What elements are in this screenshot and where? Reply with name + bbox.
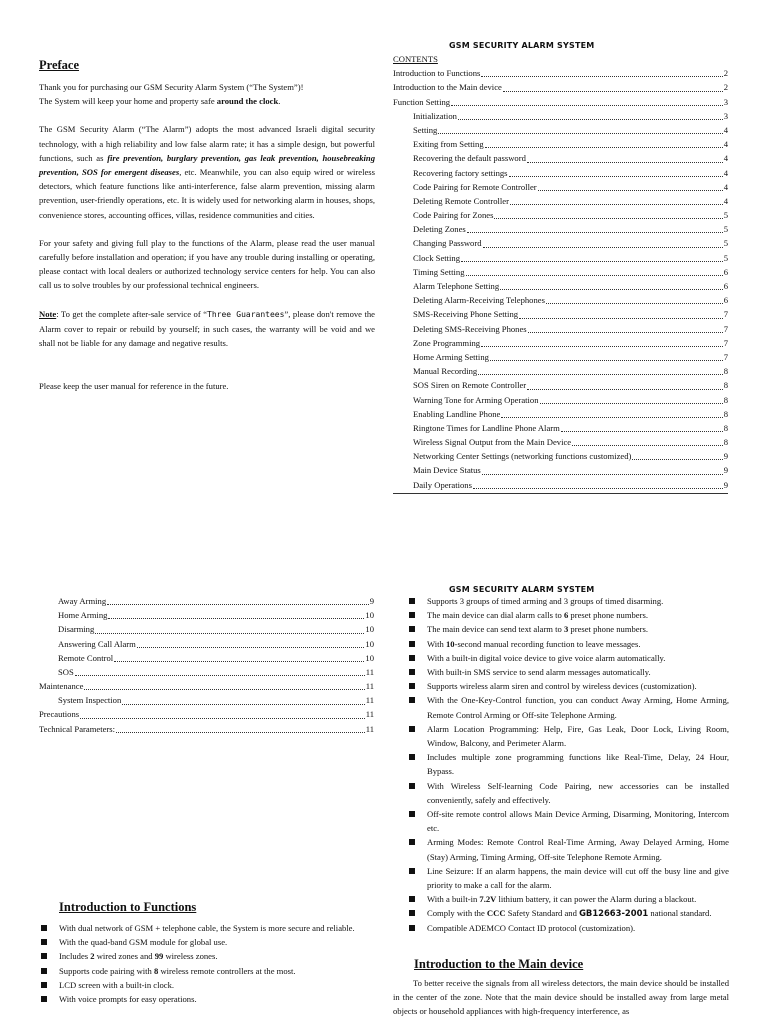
toc-dot-leader: [473, 488, 723, 489]
bullet-item: [39, 935, 375, 949]
bullet-item: [39, 949, 375, 963]
bullet-item: [407, 722, 729, 750]
toc-entry-label: Main Device Status: [413, 465, 481, 476]
toc-entry-page: 2: [723, 82, 728, 93]
toc-entry-label: Wireless Signal Output from the Main Device: [413, 437, 572, 448]
intro-functions-title: Introduction to Functions: [59, 900, 197, 914]
toc-dot-leader: [485, 147, 723, 148]
toc-entry-label: Code Pairing for Remote Controller: [413, 181, 537, 192]
note-text-b: ”, please don't remove the Alarm cover to repair or rebuild by yourself; in such cases, the warranty will be void and we shall not be liable for any damage and negative results.: [39, 308, 375, 349]
preface-paragraph-2: [39, 122, 375, 221]
bullet-item: [407, 892, 729, 906]
toc-dot-leader: [478, 374, 723, 375]
bullet-square-icon: [409, 925, 415, 931]
toc-entry: [393, 180, 728, 194]
toc-entry-page: 11: [365, 681, 374, 692]
preface-paragraph-3: For your safety and giving full play to the functions of the Alarm, please read the user manual carefully before installation and operation; if you have any trouble during installing or operating, please contact with local dealers or authorized technology service centers for help. You can also call us to solve troubles by our professional technical engineers.: [39, 237, 375, 291]
toc-entry-label: Daily Operations: [413, 479, 472, 490]
preface-p2-start: The GSM Security Alarm (“The Alarm”) adopts the most advanced Israeli digital security technology, with a high reliability and low false alarm rate; it has a simple design, but powerful functions, such as: [39, 124, 375, 163]
toc-entry-page: 7: [723, 337, 728, 348]
bullet-square-icon: [41, 939, 47, 945]
bullet-text: With Wireless Self-learning Code Pairing, new accessories can be installed conveniently, safely and effectively.: [427, 780, 729, 805]
toc-entry-label: SOS Siren on Remote Controller: [413, 380, 527, 391]
toc-dot-leader: [483, 247, 723, 248]
toc-entry-page: 9: [723, 479, 728, 490]
preface-paragraph-1: [39, 80, 375, 108]
toc-dot-leader: [95, 633, 364, 634]
toc-entry-label: Initialization: [413, 110, 457, 121]
toc-entry-label: Setting: [413, 124, 438, 135]
toc-entry: [393, 336, 728, 350]
bullet-item: [407, 622, 729, 636]
toc-entry-page: 8: [723, 366, 728, 377]
bullet-square-icon: [409, 896, 415, 902]
bullet-square-icon: [409, 697, 415, 703]
toc-entry: [393, 293, 728, 307]
preface-section: [39, 57, 375, 393]
toc-entry: [39, 651, 374, 665]
toc-entry-page: 7: [723, 323, 728, 334]
bullet-item: [407, 608, 729, 622]
toc-dot-leader: [527, 162, 723, 163]
toc-entry-page: 7: [723, 309, 728, 320]
bullet-text: Alarm Location Programming: Help, Fire, Gas Leak, Door Lock, Living Room, Window, Balcony, and Perimeter Alarm.: [427, 723, 729, 749]
toc-dot-leader: [561, 431, 723, 432]
toc-entry: [39, 679, 374, 693]
toc-entry: [393, 478, 728, 492]
bullet-item: [39, 921, 375, 935]
toc-entry-label: Introduction to the Main device: [393, 82, 502, 93]
toc-entry-label: Alarm Telephone Setting: [413, 281, 500, 291]
toc-entry-page: 11: [365, 666, 374, 677]
toc-entry: [393, 236, 728, 250]
bullet-text: With 10-second manual recording function to leave messages.: [427, 638, 641, 649]
intro-main-device-title: Introduction to the Main device: [414, 957, 584, 971]
bullet-square-icon: [409, 626, 415, 632]
bullet-text: Line Seizure: If an alarm happens, the main device will cut off the busy line and give priority to make a call for the alarm.: [427, 865, 729, 891]
bullet-text: The main device can send text alarm to 3 preset phone numbers.: [427, 624, 648, 635]
toc-dot-leader: [481, 346, 723, 347]
toc-entry-label: Code Pairing for Zones: [413, 210, 494, 221]
toc-dot-leader: [107, 604, 369, 605]
bullet-item: [407, 665, 729, 679]
toc-dot-leader: [540, 403, 723, 404]
toc-entry: [39, 708, 374, 722]
bullet-text: LCD screen with a built-in clock.: [59, 979, 175, 990]
bullet-text: Includes multiple zone programming functions like Real-Time, Delay, 24 Hour, Bypass.: [427, 752, 729, 777]
toc-entry-label: SOS: [58, 666, 74, 677]
bullet-square-icon: [41, 925, 47, 931]
bullet-square-icon: [41, 982, 47, 988]
bullet-square-icon: [409, 754, 415, 760]
bullet-square-icon: [409, 811, 415, 817]
toc-dot-leader: [75, 675, 365, 676]
intro-functions-section: [39, 899, 375, 1006]
toc-entry-page: 8: [723, 422, 728, 433]
note-label: Note: [39, 308, 57, 319]
bullet-square-icon: [409, 641, 415, 647]
note-three-guarantees: Three Guarantees: [207, 309, 285, 319]
preface-p1-bold: around the clock: [216, 96, 279, 107]
toc-entry-page: 8: [723, 408, 728, 419]
toc-entry-page: 10: [365, 638, 374, 649]
toc-dot-leader: [481, 76, 722, 77]
toc-entry: [39, 693, 374, 707]
toc-dot-leader: [80, 718, 365, 719]
toc-entry: [39, 608, 374, 622]
toc-entry: [393, 322, 728, 336]
preface-p1-line1: Thank you for purchasing our GSM Security Alarm System (“The System”)!: [39, 82, 304, 92]
toc-entry-label: Ringtone Times for Landline Phone Alarm: [413, 422, 560, 433]
toc-dot-leader: [490, 360, 723, 361]
bullet-square-icon: [41, 996, 47, 1002]
toc-dot-leader: [509, 176, 723, 177]
bullet-square-icon: [409, 669, 415, 675]
bullet-square-icon: [409, 612, 415, 618]
toc-dot-leader: [122, 704, 364, 705]
toc-entry-page: 4: [723, 124, 728, 135]
toc-dot-leader: [572, 445, 723, 446]
toc-entry: [393, 407, 728, 421]
toc-entry: [393, 222, 728, 236]
toc-entry-label: Recovering factory settings: [413, 167, 508, 178]
bullet-text: With dual network of GSM + telephone cable, the System is more secure and reliable.: [59, 923, 355, 933]
toc-entry: [39, 594, 374, 608]
bullet-item: [39, 978, 375, 992]
toc-entry-label: Remote Control: [58, 652, 114, 663]
toc-dot-leader: [451, 105, 723, 106]
toc-dot-leader: [632, 459, 722, 460]
bullet-text: Comply with the CCC Safety Standard and GB12663-2001 national standard.: [427, 908, 712, 919]
toc-entry: [39, 722, 374, 736]
toc-entry-label: Home Arming Setting: [413, 351, 489, 362]
toc-entry: [393, 265, 728, 279]
toc-entry-label: Enabling Landline Phone: [413, 408, 501, 419]
toc-dot-leader: [116, 732, 365, 733]
preface-p2-end: , etc. Meanwhile, you can also equip wired or wireless detectors, which feature functions like anti-interference, false alarm prevention, missing alarm prevention, user-friendly operations, etc. It is widely used for networking alarm in houses, shops, convenience stores, accounting offices, villas, residence communities and cities.: [39, 167, 375, 220]
toc-entry-label: Precautions: [39, 709, 80, 720]
toc-entry-page: 5: [723, 210, 728, 221]
toc-entry: [393, 137, 728, 151]
bullet-text: The main device can dial alarm calls to 6 preset phone numbers.: [427, 610, 648, 621]
toc-entry: [393, 208, 728, 222]
bullet-square-icon: [409, 910, 415, 916]
toc-dot-leader: [510, 204, 723, 205]
toc-entry-page: 6: [723, 281, 728, 291]
toc-entry: [393, 393, 728, 407]
bullet-text: Compatible ADEMCO Contact ID protocol (customization).: [427, 922, 636, 933]
toc-dot-leader: [527, 389, 723, 390]
toc-entry-label: Away Arming: [58, 595, 107, 606]
toc-entry-label: Zone Programming: [413, 337, 481, 348]
bullet-square-icon: [409, 683, 415, 689]
preface-title: Preface: [39, 58, 80, 72]
toc-dot-leader: [466, 275, 723, 276]
toc-entry: [393, 435, 728, 449]
bullet-square-icon: [409, 868, 415, 874]
toc-entry: [393, 378, 728, 392]
toc-bottom-rule: [393, 493, 728, 494]
bullet-item: [407, 679, 729, 693]
preface-p2-emphasis: fire prevention, burglary prevention, gas leak prevention, housebreaking prevention, SOS for emergent diseases: [39, 152, 375, 178]
toc-entry-page: 11: [365, 695, 374, 706]
toc-entry-page: 2: [723, 68, 728, 79]
toc-entry-page: 3: [723, 96, 728, 107]
bullet-text: Arming Modes: Remote Control Real-Time Arming, Away Delayed Arming, Home (Stay) Arming, Timing Arming, Off-site Telephone Remote Arming.: [427, 837, 729, 862]
toc-entry-label: Recovering the default password: [413, 153, 526, 164]
toc-entry-label: Function Setting: [393, 96, 451, 107]
bullet-text: With voice prompts for easy operations.: [59, 994, 197, 1005]
toc-entry: [393, 194, 728, 208]
preface-p1-line2: The System will keep your home and property safe: [39, 96, 217, 107]
bullet-square-icon: [41, 968, 47, 974]
toc-entry-label: Exiting from Setting: [413, 139, 484, 150]
toc-entry-label: Deleting Remote Controller: [413, 195, 509, 206]
bullet-text: Supports wireless alarm siren and control by wireless devices (customization).: [427, 681, 697, 692]
bullet-square-icon: [409, 839, 415, 845]
toc-dot-leader: [84, 689, 364, 690]
toc-entry-page: 10: [365, 652, 374, 663]
bullet-item: [39, 992, 375, 1006]
toc-dot-leader: [546, 303, 723, 304]
contents-title: CONTENTS: [393, 54, 438, 64]
toc-entry-page: 5: [723, 224, 728, 235]
toc-entry-page: 5: [723, 238, 728, 249]
toc-entry-page: 4: [723, 153, 728, 164]
toc-entry-label: Deleting Alarm-Receiving Telephones: [413, 295, 545, 306]
intro-main-device-text: To better receive the signals from all wireless detectors, the main device should be installed in the center of the zone. Note that the main device should be installed away from large metal objects or household appliances with high-frequency interference, as: [393, 978, 729, 1017]
toc-entry-page: 8: [723, 394, 728, 405]
toc-entry-label: System Inspection: [58, 695, 122, 706]
toc-entry: [393, 80, 728, 94]
toc-entry-page: 10: [365, 624, 374, 635]
toc-dot-leader: [482, 474, 723, 475]
contents-continued-section: [39, 594, 374, 736]
bullet-item: [407, 594, 729, 608]
bullet-text: Off-site remote control allows Main Device Arming, Disarming, Monitoring, Intercom etc.: [427, 809, 729, 834]
toc-entry-label: Home Arming: [58, 610, 108, 621]
toc-entry: [393, 279, 728, 293]
note-text-a: : To get the complete after-sale service of “: [56, 308, 208, 319]
toc-entry-label: Clock Setting: [413, 252, 461, 263]
preface-note: [39, 307, 375, 351]
bullet-square-icon: [409, 726, 415, 732]
toc-entry-label: Manual Recording: [413, 366, 478, 377]
toc-entry-label: Maintenance: [39, 681, 84, 692]
toc-dot-leader: [438, 133, 722, 134]
bullet-item: [407, 651, 729, 665]
toc-dot-leader: [114, 661, 364, 662]
toc-entry: [393, 123, 728, 137]
toc-dot-leader: [494, 218, 722, 219]
bullet-item: [407, 906, 729, 920]
toc-entry: [393, 350, 728, 364]
toc-entry-page: 9: [723, 465, 728, 476]
toc-entry: [393, 66, 728, 80]
toc-dot-leader: [500, 289, 723, 290]
toc-dot-leader: [528, 332, 723, 333]
toc-entry-page: 5: [723, 252, 728, 263]
toc-entry: [393, 151, 728, 165]
bullet-item: [407, 750, 729, 778]
toc-dot-leader: [538, 190, 723, 191]
toc-dot-leader: [501, 417, 722, 418]
toc-entry: [393, 421, 728, 435]
toc-entry: [393, 251, 728, 265]
preface-p1-end: .: [278, 96, 281, 107]
toc-entry: [393, 166, 728, 180]
toc-entry: [393, 109, 728, 123]
toc-entry-label: Technical Parameters:: [39, 723, 115, 734]
bullet-text: Supports 3 groups of timed arming and 3 groups of timed disarming.: [427, 596, 664, 606]
bullet-item: [407, 637, 729, 651]
bullet-square-icon: [409, 598, 415, 604]
toc-entry: [393, 463, 728, 477]
bullet-text: Includes 2 wired zones and 99 wireless zones.: [59, 951, 218, 962]
toc-entry-page: 8: [723, 380, 728, 391]
toc-entry-page: 4: [723, 181, 728, 192]
toc-dot-leader: [461, 261, 723, 262]
toc-entry-label: Deleting Zones: [413, 224, 466, 235]
intro-functions-list: [39, 921, 375, 1006]
toc-entry-label: Disarming: [58, 624, 95, 635]
features-section: [407, 594, 729, 935]
features-list: [407, 594, 729, 935]
toc-dot-leader: [108, 618, 364, 619]
toc-dot-leader: [503, 91, 723, 92]
bullet-item: [407, 835, 729, 863]
bullet-item: [407, 807, 729, 835]
toc-entry-page: 7: [723, 351, 728, 362]
toc-entry-page: 11: [365, 709, 374, 720]
bullet-item: [407, 864, 729, 892]
toc-entry-label: Deleting SMS-Receiving Phones: [413, 323, 527, 334]
bullet-square-icon: [409, 783, 415, 789]
bullet-item: [407, 921, 729, 935]
toc-entry-page: 8: [723, 437, 728, 448]
bullet-item: [39, 964, 375, 978]
toc-entry-label: Timing Setting: [413, 266, 465, 277]
toc-list: [393, 66, 728, 492]
toc-entry: [39, 637, 374, 651]
bullet-text: With the quad-band GSM module for global use.: [59, 937, 228, 948]
toc-dot-leader: [519, 318, 723, 319]
toc-entry-label: Warning Tone for Arming Operation: [413, 394, 539, 405]
toc-entry: [39, 622, 374, 636]
bullet-item: [407, 779, 729, 807]
toc-entry-label: SMS-Receiving Phone Setting: [413, 309, 519, 320]
toc-list-continued: [39, 594, 374, 736]
bullet-text: With a built-in 7.2V lithium battery, it can power the Alarm during a blackout.: [427, 894, 697, 905]
toc-dot-leader: [467, 232, 723, 233]
bullet-text: With built-in SMS service to send alarm messages automatically.: [427, 667, 651, 678]
toc-entry-page: 3: [723, 110, 728, 121]
toc-entry-page: 10: [365, 610, 374, 621]
toc-entry-page: 4: [723, 195, 728, 206]
toc-entry-label: Introduction to Functions: [393, 68, 481, 79]
toc-entry-page: 6: [723, 295, 728, 306]
toc-entry: [393, 364, 728, 378]
preface-paragraph-5: Please keep the user manual for reference in the future.: [39, 381, 229, 392]
page-header-top: GSM SECURITY ALARM SYSTEM: [449, 41, 595, 50]
toc-dot-leader: [137, 647, 365, 648]
toc-entry: [393, 449, 728, 463]
contents-section: [393, 52, 728, 494]
intro-main-device-section: [393, 956, 729, 1019]
bullet-square-icon: [409, 655, 415, 661]
bullet-text: Supports code pairing with 8 wireless remote controllers at the most.: [59, 965, 296, 976]
bullet-item: [407, 693, 729, 721]
toc-entry-page: 6: [723, 266, 728, 277]
toc-entry-page: 9: [723, 451, 728, 462]
page-header-bottom: GSM SECURITY ALARM SYSTEM: [449, 585, 595, 594]
toc-entry: [39, 665, 374, 679]
bullet-text: With a built-in digital voice device to give voice alarm automatically.: [427, 652, 666, 663]
toc-dot-leader: [458, 119, 723, 120]
toc-entry-page: 9: [369, 595, 374, 606]
bullet-text: With the One-Key-Control function, you can conduct Away Arming, Home Arming, Remote Control Arming or Off-site Telephone Arming.: [427, 695, 729, 720]
toc-entry-label: Networking Center Settings (networking functions customized): [413, 451, 632, 462]
toc-entry: [393, 307, 728, 321]
bullet-square-icon: [41, 953, 47, 959]
toc-entry-label: Changing Password: [413, 238, 482, 249]
toc-entry-label: Answering Call Alarm: [58, 638, 136, 649]
toc-entry-page: 11: [365, 723, 374, 734]
toc-entry: [393, 95, 728, 109]
toc-entry-page: 4: [723, 167, 728, 178]
toc-entry-page: 4: [723, 139, 728, 150]
